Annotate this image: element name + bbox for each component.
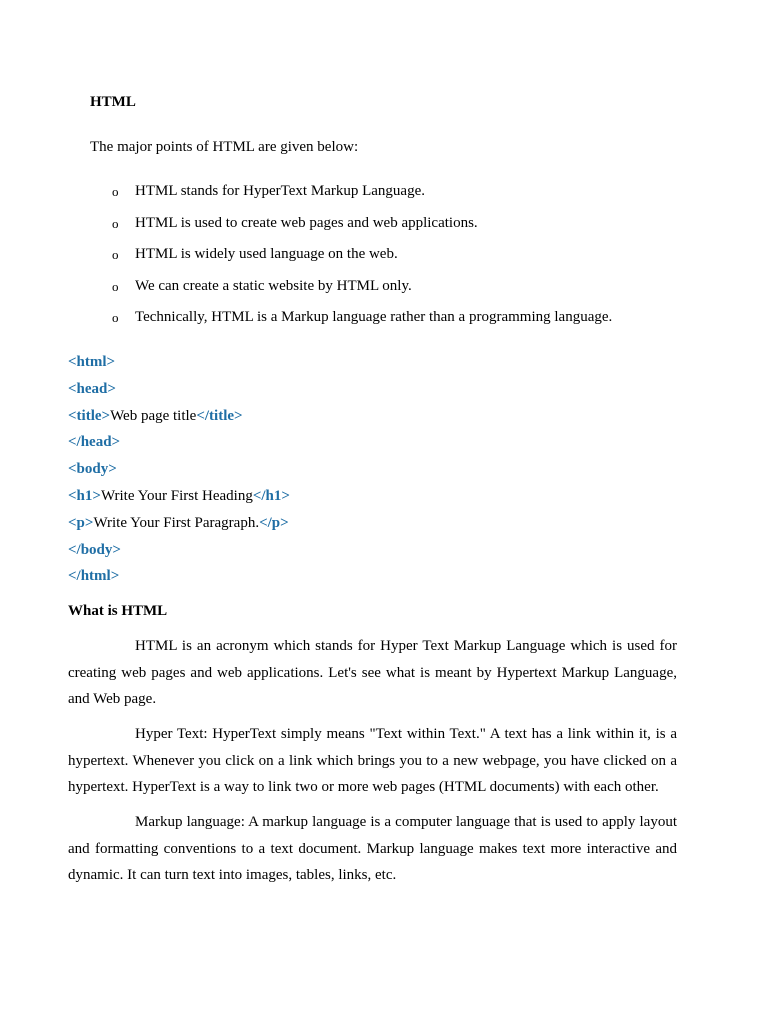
bullet-text: We can create a static website by HTML only. — [135, 277, 412, 294]
bullet-marker: o — [112, 215, 119, 231]
bullet-marker: o — [112, 184, 119, 199]
code-line-head-close — [68, 433, 290, 460]
paragraph: Markup language: A markup language is a computer language that is used to apply layout and formatting conventions to a text document. Markup language makes text more interactive and dynamic. It can turn text into images, tables, links, etc. — [68, 814, 677, 884]
code-tag: <html> — [68, 354, 116, 370]
code-example — [68, 353, 290, 594]
code-line-html-close — [68, 567, 290, 594]
code-line-html-open — [68, 353, 290, 380]
code-tag: </h1> — [252, 487, 290, 504]
paragraph: Hyper Text: HyperText simply means "Text within Text." A text has a link within it, is a hypertext. Whenever you click on a link which brings you to a new webpage, you have clicked on a hypertext. HyperText is a way to link two or more web pages (HTML documents) with each other. — [68, 726, 677, 796]
bullet-marker: o — [112, 310, 119, 325]
code-line-title — [68, 407, 290, 434]
bullet-text: HTML is widely used language on the web. — [135, 246, 398, 262]
code-tag: </head> — [68, 434, 121, 451]
code-line-p — [68, 514, 290, 541]
code-tag: <body> — [68, 461, 117, 478]
bullet-text: HTML is used to create web pages and web applications. — [135, 214, 478, 231]
code-tag: </body> — [68, 541, 121, 558]
code-text: Web page title — [110, 407, 197, 424]
code-tag: <p> — [68, 514, 94, 531]
intro-text: The major points of HTML are given below: — [90, 139, 359, 155]
code-tag: </p> — [259, 514, 289, 531]
code-line-body-open — [68, 460, 290, 487]
bullet-marker: o — [112, 278, 119, 294]
code-tag: </title> — [196, 407, 243, 424]
code-tag: </html> — [68, 568, 120, 585]
bullet-marker: o — [112, 247, 119, 262]
code-tag: <title> — [68, 407, 111, 424]
bullet-text: Technically, HTML is a Markup language rather than a programming language. — [135, 309, 613, 325]
code-line-h1 — [68, 487, 290, 514]
code-tag: <head> — [68, 380, 116, 397]
document-heading: HTML — [90, 94, 136, 110]
code-tag: <h1> — [68, 487, 101, 504]
bullet-text: HTML stands for HyperText Markup Language. — [135, 183, 425, 199]
code-line-body-close — [68, 541, 290, 568]
section-title: What is HTML — [68, 603, 168, 619]
paragraph: HTML is an acronym which stands for Hyper Text Markup Language which is used for creating web pages and web applications. Let's see what is meant by Hypertext Markup Language, and Web page. — [68, 638, 677, 708]
code-text: Write Your First Heading — [100, 487, 253, 504]
code-text: Write Your First Paragraph. — [93, 514, 260, 531]
code-line-head-open — [68, 380, 290, 407]
